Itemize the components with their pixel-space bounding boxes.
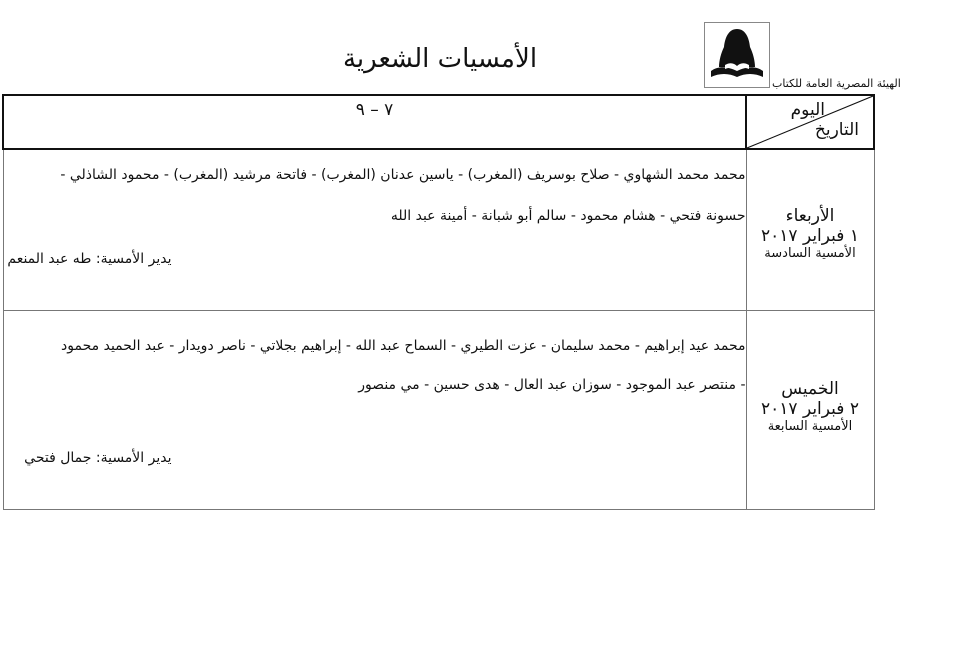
org-name: الهيئة المصرية العامة للكتاب [772, 77, 901, 90]
time-slot-header: ٧ – ٩ [3, 95, 746, 149]
reader-logo-icon [705, 23, 769, 87]
poets-line: - منتصر عبد الموجود - سوزان عبد العال - هدى حسين - مي منصور [358, 377, 746, 393]
poets-cell [3, 311, 746, 510]
day-cell [746, 149, 874, 311]
moderator: يدير الأمسية: جمال فتحي [24, 450, 172, 466]
table-row [3, 311, 874, 510]
day-name: الخميس [781, 379, 839, 399]
poets-line: محمد عيد إبراهيم - محمد سليمان - عزت الطيري - السماح عبد الله - إبراهيم بجلاتي - ناصر دويدار - عبد الحميد محمود [61, 338, 746, 354]
event-date: ١ فبراير ٢٠١٧ [761, 226, 859, 246]
moderator: يدير الأمسية: طه عبد المنعم [7, 251, 172, 267]
day-name: الأربعاء [785, 206, 835, 226]
day-cell [746, 311, 874, 510]
poets-line: حسونة فتحي - هشام محمود - سالم أبو شبانة - أمينة عبد الله [390, 208, 746, 224]
day-column-label: اليوم [790, 100, 825, 120]
schedule-table [2, 94, 875, 510]
event-date: ٢ فبراير ٢٠١٧ [761, 399, 859, 419]
session-name: الأمسية السابعة [767, 419, 853, 434]
date-column-label: التاريخ [814, 120, 859, 140]
poets-cell [3, 149, 746, 311]
page-title: الأمسيات الشعرية [342, 44, 538, 74]
org-logo [704, 22, 770, 88]
table-row [3, 149, 874, 311]
table-header-row [3, 95, 874, 149]
poets-line: محمد محمد الشهاوي - صلاح بوسريف (المغرب) - ياسين عدنان (المغرب) - فاتحة مرشيد (المغرب) - محمود الشاذلي - [60, 167, 746, 183]
session-name: الأمسية السادسة [764, 246, 856, 261]
day-date-header [746, 95, 874, 149]
